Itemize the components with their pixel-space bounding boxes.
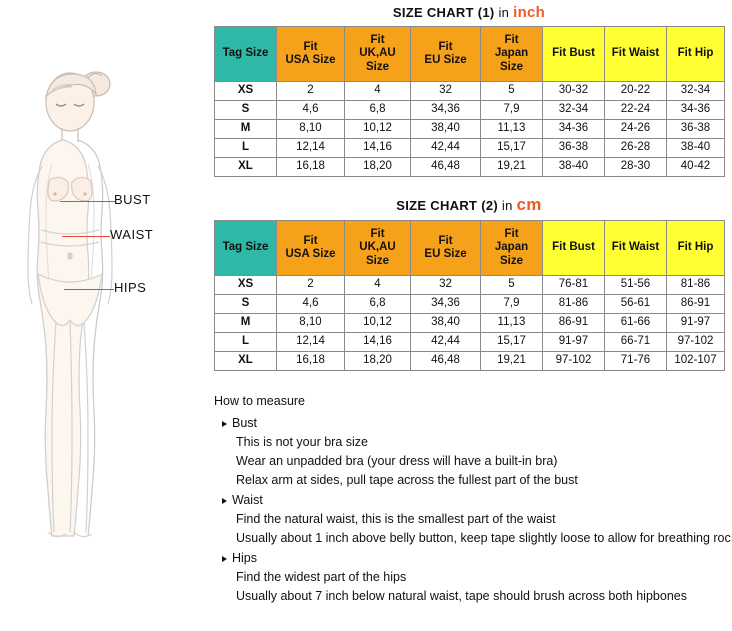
table-header-row — [215, 221, 725, 276]
bullet-triangle-icon — [222, 556, 227, 562]
cell-uk: 14,16 — [345, 139, 411, 158]
howto-head-bust — [222, 414, 730, 433]
cell-hip: 86-91 — [667, 295, 725, 314]
col-header-uk-au-size — [345, 221, 411, 276]
cell-tag-size: L — [215, 139, 277, 158]
bullet-triangle-icon — [222, 421, 227, 427]
howto-group-waist — [214, 491, 730, 548]
cell-tag-size: XL — [215, 158, 277, 177]
cell-waist: 51-56 — [605, 276, 667, 295]
cell-bust: 81-86 — [543, 295, 605, 314]
header-line: Tag Size — [222, 47, 269, 60]
col-header-fit-bust — [543, 27, 605, 82]
header-line: EU Size — [424, 248, 467, 260]
cell-eu: 42,44 — [411, 139, 481, 158]
header-line: Fit — [504, 228, 519, 241]
howto-head-label: Bust — [232, 416, 258, 430]
bust-pointer-line — [60, 201, 115, 202]
cell-uk: 6,8 — [345, 295, 411, 314]
col-header-eu-size — [411, 221, 481, 276]
howto-group-hips — [214, 549, 730, 606]
cell-waist: 24-26 — [605, 120, 667, 139]
col-header-tag-size — [215, 27, 277, 82]
how-to-measure-section — [214, 392, 730, 606]
chart1-title-text: SIZE CHART (1) — [392, 5, 495, 20]
header-line: Fit — [370, 228, 385, 241]
cell-uk: 10,12 — [345, 120, 411, 139]
header-line: Fit — [438, 234, 453, 247]
table-row — [215, 333, 725, 352]
cell-waist: 22-24 — [605, 101, 667, 120]
cell-tag-size: M — [215, 314, 277, 333]
cell-japan: 11,13 — [481, 120, 543, 139]
col-header-fit-waist — [605, 221, 667, 276]
cell-tag-size: XS — [215, 276, 277, 295]
cell-eu: 34,36 — [411, 101, 481, 120]
table-row — [215, 120, 725, 139]
howto-line: Usually about 7 inch below natural waist, tape should brush across both hipbones — [236, 589, 687, 603]
hips-pointer-line — [64, 289, 114, 290]
waist-pointer-line — [62, 236, 110, 237]
cell-uk: 14,16 — [345, 333, 411, 352]
chart1-title-in: in — [498, 5, 510, 20]
col-header-tag-size — [215, 221, 277, 276]
size-chart-2-title — [214, 195, 724, 215]
cell-waist: 28-30 — [605, 158, 667, 177]
cell-bust: 91-97 — [543, 333, 605, 352]
table-row — [215, 314, 725, 333]
cell-bust: 76-81 — [543, 276, 605, 295]
howto-line: This is not your bra size — [236, 435, 368, 449]
chart2-title-in: in — [501, 198, 513, 213]
header-line: UK,AU — [359, 241, 396, 254]
cell-waist: 71-76 — [605, 352, 667, 371]
cell-waist: 66-71 — [605, 333, 667, 352]
cell-japan: 19,21 — [481, 352, 543, 371]
cell-bust: 30-32 — [543, 82, 605, 101]
header-line: Fit — [438, 40, 453, 53]
header-line: Size — [499, 60, 523, 73]
cell-eu: 42,44 — [411, 333, 481, 352]
cell-uk: 4 — [345, 276, 411, 295]
cell-tag-size: L — [215, 333, 277, 352]
header-line: USA Size — [285, 248, 336, 260]
howto-line: Wear an unpadded bra (your dress will have a built-in bra) — [236, 454, 558, 468]
cell-bust: 32-34 — [543, 101, 605, 120]
howto-line: Relax arm at sides, pull tape across the fullest part of the bust — [236, 473, 578, 487]
header-line: Japan — [494, 241, 529, 254]
hips-label: HIPS — [114, 280, 147, 295]
cell-uk: 10,12 — [345, 314, 411, 333]
cell-bust: 97-102 — [543, 352, 605, 371]
cell-uk: 6,8 — [345, 101, 411, 120]
howto-head-label: Waist — [232, 493, 263, 507]
table-row — [215, 82, 725, 101]
header-line: Fit — [504, 34, 519, 47]
cell-hip: 32-34 — [667, 82, 725, 101]
cell-usa: 4,6 — [277, 295, 345, 314]
howto-line: Usually about 1 inch above belly button, keep tape slightly loose to allow for breathing roc — [236, 531, 731, 545]
table-row — [215, 158, 725, 177]
cell-usa: 12,14 — [277, 333, 345, 352]
chart2-title-text: SIZE CHART (2) — [396, 198, 498, 213]
col-header-fit-bust — [543, 221, 605, 276]
cell-usa: 2 — [277, 82, 345, 101]
table-header-row — [215, 27, 725, 82]
cell-japan: 15,17 — [481, 139, 543, 158]
header-line: Fit — [303, 234, 318, 247]
cell-hip: 34-36 — [667, 101, 725, 120]
table-row — [215, 276, 725, 295]
cell-tag-size: XL — [215, 352, 277, 371]
cell-usa: 12,14 — [277, 139, 345, 158]
cell-waist: 61-66 — [605, 314, 667, 333]
cell-usa: 2 — [277, 276, 345, 295]
table-row — [215, 101, 725, 120]
table-row — [215, 295, 725, 314]
cell-bust: 34-36 — [543, 120, 605, 139]
col-header-usa-size — [277, 27, 345, 82]
cell-japan: 7,9 — [481, 101, 543, 120]
howto-head-waist — [222, 491, 730, 510]
female-body-illustration — [8, 60, 208, 560]
cell-tag-size: S — [215, 295, 277, 314]
cell-eu: 38,40 — [411, 314, 481, 333]
cell-tag-size: M — [215, 120, 277, 139]
col-header-japan-size — [481, 221, 543, 276]
col-header-japan-size — [481, 27, 543, 82]
cell-usa: 4,6 — [277, 101, 345, 120]
header-line: Japan — [494, 47, 529, 60]
how-to-measure-title: How to measure — [214, 394, 306, 408]
cell-eu: 32 — [411, 82, 481, 101]
cell-tag-size: S — [215, 101, 277, 120]
cell-japan: 15,17 — [481, 333, 543, 352]
table-row — [215, 352, 725, 371]
col-header-fit-hip — [667, 221, 725, 276]
col-header-usa-size — [277, 221, 345, 276]
table-row — [215, 139, 725, 158]
howto-head-hips — [222, 549, 730, 568]
header-line: Size — [365, 254, 389, 267]
cell-waist: 20-22 — [605, 82, 667, 101]
cell-uk: 18,20 — [345, 352, 411, 371]
chart1-title-unit: inch — [513, 4, 546, 21]
cell-eu: 38,40 — [411, 120, 481, 139]
howto-head-label: Hips — [232, 551, 258, 565]
bust-label: BUST — [114, 192, 151, 207]
cell-bust: 36-38 — [543, 139, 605, 158]
bullet-triangle-icon — [222, 498, 227, 504]
cell-hip: 91-97 — [667, 314, 725, 333]
cell-usa: 16,18 — [277, 158, 345, 177]
cell-hip: 38-40 — [667, 139, 725, 158]
cell-uk: 18,20 — [345, 158, 411, 177]
header-line: Fit Bust — [552, 241, 595, 254]
cell-japan: 5 — [481, 276, 543, 295]
cell-usa: 8,10 — [277, 314, 345, 333]
cell-japan: 11,13 — [481, 314, 543, 333]
header-line: USA Size — [285, 54, 336, 66]
header-line: Fit Bust — [552, 47, 595, 60]
size-chart-2 — [214, 195, 724, 371]
header-line: Fit Waist — [611, 47, 660, 60]
size-chart-1 — [214, 4, 724, 177]
header-line: Fit Waist — [611, 241, 660, 254]
col-header-eu-size — [411, 27, 481, 82]
header-line: Size — [499, 254, 523, 267]
waist-label: WAIST — [110, 227, 154, 242]
cell-tag-size: XS — [215, 82, 277, 101]
chart2-title-unit: cm — [516, 195, 542, 214]
size-chart-1-title — [214, 4, 724, 21]
cell-eu: 46,48 — [411, 352, 481, 371]
cell-japan: 19,21 — [481, 158, 543, 177]
header-line: UK,AU — [359, 47, 396, 60]
header-line: Tag Size — [222, 241, 269, 254]
header-line: EU Size — [424, 54, 467, 66]
cell-hip: 81-86 — [667, 276, 725, 295]
cell-hip: 36-38 — [667, 120, 725, 139]
size-chart-1-table — [214, 26, 725, 177]
howto-line: Find the natural waist, this is the smallest part of the waist — [236, 512, 556, 526]
cell-eu: 46,48 — [411, 158, 481, 177]
header-line: Fit Hip — [677, 241, 714, 254]
size-chart-2-table — [214, 220, 725, 371]
body-figure-panel — [0, 0, 210, 631]
cell-bust: 38-40 — [543, 158, 605, 177]
cell-hip: 40-42 — [667, 158, 725, 177]
howto-line: Find the widest part of the hips — [236, 570, 407, 584]
col-header-uk-au-size — [345, 27, 411, 82]
cell-uk: 4 — [345, 82, 411, 101]
cell-waist: 56-61 — [605, 295, 667, 314]
cell-hip: 102-107 — [667, 352, 725, 371]
cell-waist: 26-28 — [605, 139, 667, 158]
header-line: Fit Hip — [677, 47, 714, 60]
cell-eu: 32 — [411, 276, 481, 295]
cell-japan: 5 — [481, 82, 543, 101]
cell-usa: 16,18 — [277, 352, 345, 371]
cell-hip: 97-102 — [667, 333, 725, 352]
col-header-fit-hip — [667, 27, 725, 82]
howto-group-bust — [214, 414, 730, 490]
header-line: Size — [365, 60, 389, 73]
cell-usa: 8,10 — [277, 120, 345, 139]
header-line: Fit — [370, 34, 385, 47]
cell-bust: 86-91 — [543, 314, 605, 333]
header-line: Fit — [303, 40, 318, 53]
cell-eu: 34,36 — [411, 295, 481, 314]
cell-japan: 7,9 — [481, 295, 543, 314]
col-header-fit-waist — [605, 27, 667, 82]
